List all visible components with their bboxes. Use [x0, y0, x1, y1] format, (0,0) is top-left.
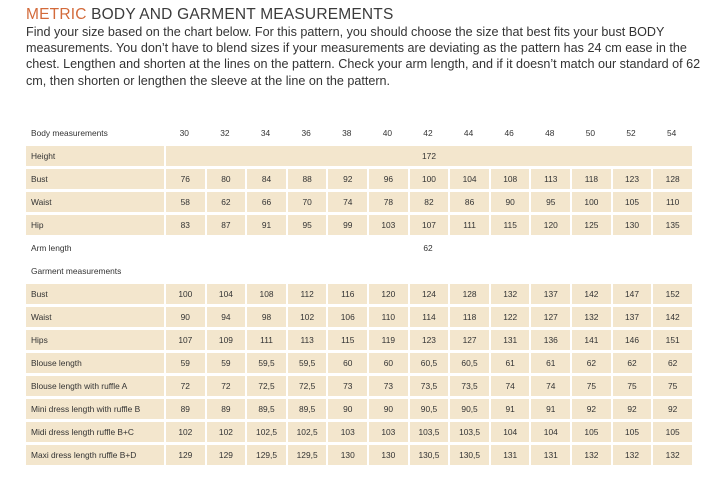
value-cell: 120: [529, 215, 570, 235]
value-cell: 119: [367, 330, 408, 350]
value-cell: 94: [205, 307, 246, 327]
value-cell: 151: [651, 330, 692, 350]
size-header-cell: 32: [220, 128, 230, 138]
garment-row: [26, 330, 692, 350]
row-label: Blouse length: [26, 353, 164, 373]
value-cell: 103,5: [448, 422, 489, 442]
value-cell: 137: [529, 284, 570, 304]
value-cell: 60: [326, 353, 367, 373]
garment-row: [26, 284, 692, 304]
value-cell: 146: [611, 330, 652, 350]
page-title: [26, 6, 394, 24]
row-label: Arm length: [31, 243, 72, 253]
value-cell: 73,5: [448, 376, 489, 396]
value-cell: 89: [205, 399, 246, 419]
size-header-cell: 52: [626, 128, 636, 138]
body-row-hip: [26, 215, 692, 235]
value-cell: 114: [408, 307, 449, 327]
garment-row: [26, 422, 692, 442]
value-cell: 90: [164, 307, 205, 327]
value-cell: 108: [489, 169, 530, 189]
body-measurements-header-row: [26, 123, 692, 143]
value-cell: 142: [651, 307, 692, 327]
value-cell: 95: [286, 215, 327, 235]
value-cell: 130: [367, 445, 408, 465]
value-cell: 70: [286, 192, 327, 212]
value-cell: 80: [205, 169, 246, 189]
value-cell: 75: [611, 376, 652, 396]
garment-row: [26, 353, 692, 373]
value-cell: 91: [529, 399, 570, 419]
value-cell: 105: [611, 422, 652, 442]
value-cell: 90: [367, 399, 408, 419]
value-cell: 132: [651, 445, 692, 465]
value-cell: 89: [164, 399, 205, 419]
value-cell: 120: [367, 284, 408, 304]
size-header-cell: 34: [260, 128, 271, 138]
value-cell: 124: [408, 284, 449, 304]
value-cell: 104: [205, 284, 246, 304]
value-cell: 90,5: [448, 399, 489, 419]
body-row-waist: [26, 192, 692, 212]
value-cell: 98: [245, 307, 286, 327]
value-cell: 91: [489, 399, 530, 419]
value-cell: 88: [286, 169, 327, 189]
value-cell: 103: [367, 215, 408, 235]
row-label: Bust: [26, 284, 164, 304]
value-cell: 125: [570, 215, 611, 235]
size-header-cell: 54: [666, 128, 677, 138]
value-cell: 128: [448, 284, 489, 304]
value-cell: 86: [448, 192, 489, 212]
value-cell: 84: [245, 169, 286, 189]
value-cell: 110: [651, 192, 692, 212]
value-cell: 102: [286, 307, 327, 327]
value-cell: 82: [408, 192, 449, 212]
garment-row: [26, 307, 692, 327]
value-cell: 58: [164, 192, 205, 212]
value-cell: 106: [326, 307, 367, 327]
value-cell: 142: [570, 284, 611, 304]
value-cell: 74: [529, 376, 570, 396]
value-cell: 132: [611, 445, 652, 465]
value-cell: 100: [408, 169, 449, 189]
size-header-cell: 50: [585, 128, 596, 138]
value-cell: 60: [367, 353, 408, 373]
value-cell: 110: [367, 307, 408, 327]
value-cell: 127: [448, 330, 489, 350]
value-cell: 100: [570, 192, 611, 212]
merged-value-cell: 172: [164, 146, 692, 166]
garment-row: [26, 399, 692, 419]
size-header-cell: 38: [342, 128, 352, 138]
value-cell: 104: [489, 422, 530, 442]
size-header-cell: 42: [423, 128, 433, 138]
value-cell: 152: [651, 284, 692, 304]
value-cell: 118: [570, 169, 611, 189]
value-cell: 115: [489, 215, 530, 235]
value-cell: 111: [448, 215, 489, 235]
value-cell: 137: [611, 307, 652, 327]
height-row: [26, 146, 692, 166]
value-cell: 78: [367, 192, 408, 212]
size-header-cell: 46: [504, 128, 514, 138]
value-cell: 76: [164, 169, 205, 189]
row-label: Bust: [26, 169, 164, 189]
value-cell: 92: [611, 399, 652, 419]
value-cell: 100: [164, 284, 205, 304]
value-cell: 89,5: [245, 399, 286, 419]
value-cell: 147: [611, 284, 652, 304]
value-cell: 75: [651, 376, 692, 396]
value-cell: 141: [570, 330, 611, 350]
value-cell: 62: [651, 353, 692, 373]
value-cell: 104: [529, 422, 570, 442]
size-header-cell: 30: [179, 128, 189, 138]
section-header-label: Garment measurements: [31, 266, 122, 276]
value-cell: 105: [651, 422, 692, 442]
value-cell: 61: [529, 353, 570, 373]
value-cell: 128: [651, 169, 692, 189]
value-cell: 83: [164, 215, 205, 235]
row-label: Height: [26, 146, 164, 166]
value-cell: 136: [529, 330, 570, 350]
value-cell: 73,5: [408, 376, 449, 396]
size-chart-table: [26, 120, 692, 468]
value-cell: 99: [326, 215, 367, 235]
value-cell: 130,5: [408, 445, 449, 465]
row-label: Waist: [26, 192, 164, 212]
title-text: BODY AND GARMENT MEASUREMENTS: [91, 6, 394, 23]
value-cell: 131: [489, 330, 530, 350]
value-cell: 129: [164, 445, 205, 465]
value-cell: 112: [286, 284, 327, 304]
value-cell: 89,5: [286, 399, 327, 419]
value-cell: 108: [245, 284, 286, 304]
row-label: Blouse length with ruffle A: [26, 376, 164, 396]
value-cell: 107: [408, 215, 449, 235]
value-cell: 116: [326, 284, 367, 304]
row-label: Maxi dress length ruffle B+D: [26, 445, 164, 465]
value-cell: 72: [205, 376, 246, 396]
value-cell: 74: [489, 376, 530, 396]
value-cell: 132: [570, 307, 611, 327]
value-cell: 129,5: [245, 445, 286, 465]
value-cell: 111: [245, 330, 286, 350]
row-label: Hips: [26, 330, 164, 350]
value-cell: 62: [205, 192, 246, 212]
value-cell: 62: [570, 353, 611, 373]
value-cell: 62: [611, 353, 652, 373]
value-cell: 129: [205, 445, 246, 465]
value-cell: 92: [326, 169, 367, 189]
arm-length-row: [26, 238, 692, 258]
value-cell: 59: [164, 353, 205, 373]
value-cell: 103: [367, 422, 408, 442]
value-cell: 73: [367, 376, 408, 396]
size-header-cell: 48: [545, 128, 555, 138]
row-label: Midi dress length ruffle B+C: [26, 422, 164, 442]
value-cell: 60,5: [408, 353, 449, 373]
section-header-label: Body measurements: [31, 128, 108, 138]
value-cell: 72,5: [286, 376, 327, 396]
value-cell: 59: [205, 353, 246, 373]
size-header-cell: 36: [301, 128, 311, 138]
value-cell: 102: [164, 422, 205, 442]
value-cell: 123: [408, 330, 449, 350]
value-cell: 102,5: [286, 422, 327, 442]
value-cell: 105: [570, 422, 611, 442]
value-cell: 130: [611, 215, 652, 235]
value-cell: 92: [570, 399, 611, 419]
size-header-cell: 40: [382, 128, 393, 138]
garment-measurements-header-row: [26, 261, 692, 281]
body-row-bust: [26, 169, 692, 189]
value-cell: 87: [205, 215, 246, 235]
value-cell: 92: [651, 399, 692, 419]
value-cell: 103: [326, 422, 367, 442]
value-cell: 105: [611, 192, 652, 212]
size-header-cell: 44: [463, 128, 474, 138]
garment-row: [26, 376, 692, 396]
value-cell: 109: [205, 330, 246, 350]
value-cell: 132: [570, 445, 611, 465]
row-label: Mini dress length with ruffle B: [26, 399, 164, 419]
value-cell: 102,5: [245, 422, 286, 442]
value-cell: 61: [489, 353, 530, 373]
value-cell: 130: [326, 445, 367, 465]
value-cell: 74: [326, 192, 367, 212]
value-cell: 90: [489, 192, 530, 212]
title-accent: METRIC: [26, 6, 87, 23]
value-cell: 96: [367, 169, 408, 189]
row-label: Hip: [26, 215, 164, 235]
value-cell: 104: [448, 169, 489, 189]
merged-value-cell: 62: [423, 243, 433, 253]
value-cell: 72: [164, 376, 205, 396]
value-cell: 90: [326, 399, 367, 419]
value-cell: 129,5: [286, 445, 327, 465]
value-cell: 95: [529, 192, 570, 212]
value-cell: 59,5: [245, 353, 286, 373]
value-cell: 107: [164, 330, 205, 350]
value-cell: 135: [651, 215, 692, 235]
value-cell: 91: [245, 215, 286, 235]
value-cell: 115: [326, 330, 367, 350]
value-cell: 103,5: [408, 422, 449, 442]
value-cell: 73: [326, 376, 367, 396]
value-cell: 131: [529, 445, 570, 465]
value-cell: 90,5: [408, 399, 449, 419]
value-cell: 66: [245, 192, 286, 212]
value-cell: 131: [489, 445, 530, 465]
value-cell: 59,5: [286, 353, 327, 373]
value-cell: 132: [489, 284, 530, 304]
value-cell: 118: [448, 307, 489, 327]
row-label: Waist: [26, 307, 164, 327]
value-cell: 122: [489, 307, 530, 327]
value-cell: 60,5: [448, 353, 489, 373]
intro-paragraph: Find your size based on the chart below. For this pattern, you should choose the size that best fits your bust BODY measurements. You don’t have to blend sizes if your measurements are deviating as the pattern has 24 cm ease in the chest. Lengthen and shorten at the lines on the pattern. Check your arm length, and if it doesn’t match our standard of 62 cm, then shorten or lengthen the sleeve at the line on the pattern.: [26, 25, 701, 88]
value-cell: 130,5: [448, 445, 489, 465]
value-cell: 127: [529, 307, 570, 327]
value-cell: 113: [529, 169, 570, 189]
garment-row: [26, 445, 692, 465]
value-cell: 75: [570, 376, 611, 396]
value-cell: 123: [611, 169, 652, 189]
value-cell: 72,5: [245, 376, 286, 396]
value-cell: 113: [286, 330, 327, 350]
value-cell: 102: [205, 422, 246, 442]
